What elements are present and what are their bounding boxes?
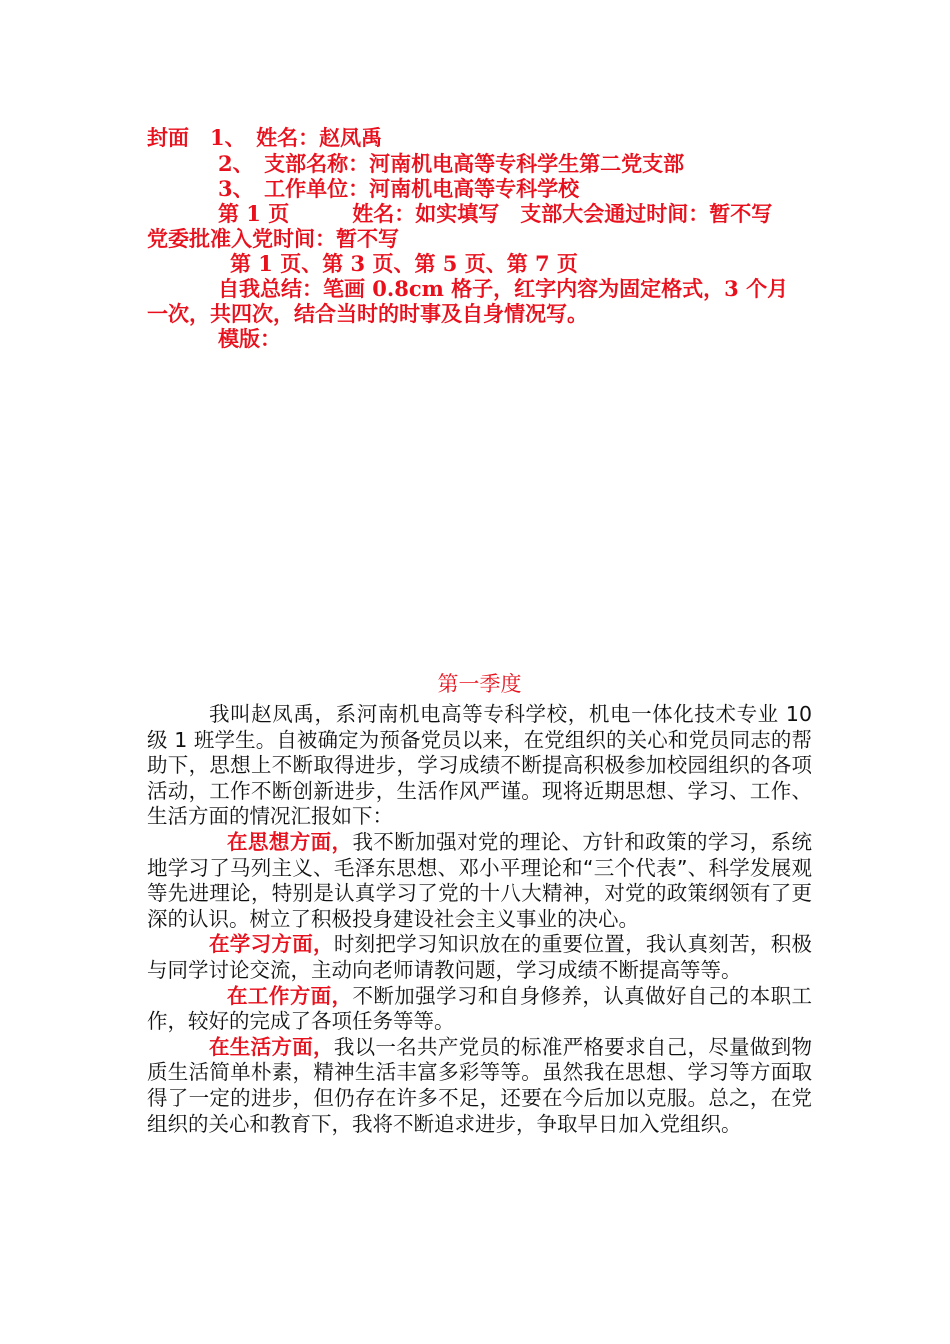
cover-line-branch: 2、 支部名称：河南机电高等专科学生第二党支部 — [218, 151, 685, 176]
cover-line-page1: 第 1 页 姓名：如实填写 支部大会通过时间：暂不写 — [218, 201, 773, 226]
thought-paragraph — [147, 830, 812, 932]
cover-line-summary: 自我总结：笔画 0.8cm 格子，红字内容为固定格式，3 个月 — [218, 276, 789, 301]
cover-line-summary-cont: 一次，共四次，结合当时的时事及自身情况写。 — [147, 301, 588, 326]
cover-name-value: 赵凤禹 — [319, 125, 383, 150]
study-heading: 在学习方面， — [209, 932, 334, 957]
cover-line-pages: 第 1 页、第 3 页、第 5 页、第 7 页 — [230, 251, 578, 276]
thought-text: 我不断加强对党的理论、方针和政策的学习，系统地学习了马列主义、毛泽东思想、邓小平理论和“三个代表”、科学发展观等先进理论，特别是认真学习了党的十八大精神，对党的政策纲领有了更深的认识。树立了积极投身建设社会主义事业的决心。 — [147, 829, 813, 931]
work-heading: 在工作方面， — [227, 983, 353, 1008]
study-text: 时刻把学习知识放在的重要位置，我认真刻苦，积极与同学讨论交流，主动向老师请教问题，学习成绩不断提高等等。 — [147, 932, 813, 982]
cover-line-approval: 党委批准入党时间：暂不写 — [147, 226, 399, 251]
study-paragraph — [147, 932, 812, 983]
quarter-report — [147, 668, 812, 1137]
life-heading: 在生活方面， — [209, 1034, 334, 1059]
cover-name-label: 封面 1、 姓名： — [147, 125, 320, 150]
quarter-title: 第一季度 — [437, 672, 522, 696]
life-text: 我以一名共产党员的标准严格要求自己，尽量做到物质生活简单朴素，精神生活丰富多彩等等。虽然我在思想、学习等方面取得了一定的进步，但仍存在许多不足，还要在今后加以克服。总之，在党组织的关心和教育下，我将不断追求进步，争取早日加入党组织。 — [147, 1034, 813, 1136]
life-paragraph — [147, 1035, 812, 1137]
cover-line-template: 模版： — [218, 326, 281, 351]
work-paragraph — [147, 984, 812, 1035]
work-text: 不断加强学习和自身修养，认真做好自己的本职工作，较好的完成了各项任务等等。 — [147, 983, 813, 1034]
cover-line-workplace: 3、 工作单位：河南机电高等专科学校 — [218, 176, 580, 201]
intro-paragraph: 我叫赵凤禹，系河南机电高等专科学校，机电一体化技术专业 10 级 1 班学生。自被确定为预备党员以来，在党组织的关心和党员同志的帮助下，思想上不断取得进步，学习成绩不断提高积极参加校园组织的各项活动，工作不断创新进步，生活作风严谨。现将近期思想、学习、工作、生活方面的情况汇报如下： — [147, 702, 812, 829]
cover-line-name — [147, 124, 827, 152]
thought-heading: 在思想方面， — [227, 829, 353, 854]
